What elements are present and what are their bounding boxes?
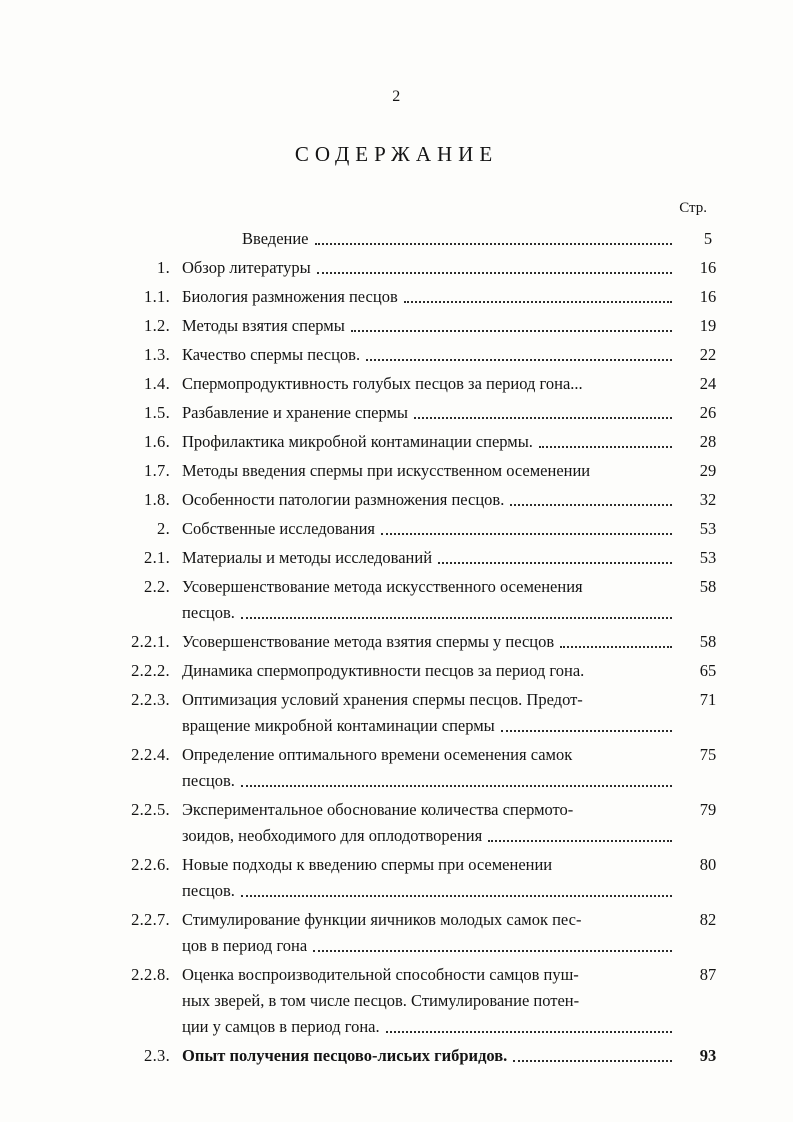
- toc-entry[interactable]: [120, 400, 730, 426]
- toc-entry-label: Особенности патологии размножения песцов.: [182, 490, 505, 509]
- toc-entry-number: 2.2.5.: [131, 800, 170, 819]
- toc-entry-label: Динамика спермопродуктивности песцов за период гона.: [182, 661, 585, 680]
- toc-entry-body: [182, 313, 686, 339]
- toc-leader-dots: [404, 300, 672, 303]
- toc-entry-label: Материалы и методы исследований: [182, 548, 433, 567]
- toc-entry-page: 75: [699, 745, 717, 764]
- toc-leader-dots: [317, 271, 672, 274]
- toc-entry-label: Опыт получения песцово-лисьих гибридов.: [182, 1046, 508, 1065]
- toc-entry-body: [182, 1043, 686, 1069]
- toc-entry[interactable]: [120, 255, 730, 281]
- toc-entry[interactable]: [120, 226, 730, 252]
- toc-entry-number: 1.3.: [144, 345, 170, 364]
- toc-entry-label: Оценка воспроизводительной способности самцов пуш-: [182, 965, 579, 984]
- toc-leader-dots: [578, 760, 672, 761]
- toc-entry-number: 2.2.2.: [131, 661, 170, 680]
- toc-entry-number: 1.1.: [144, 287, 170, 306]
- toc-entry-body: [182, 429, 686, 455]
- toc-entry-label-cont2: ции у самцов в период гона.: [182, 1017, 380, 1036]
- toc-entry-number: 2.2.4.: [131, 745, 170, 764]
- toc-entry-page: 29: [699, 461, 717, 480]
- toc-entry-label: Спермопродуктивность голубых песцов за период гона...: [182, 374, 583, 393]
- toc-entry-page: 53: [699, 519, 717, 538]
- toc-entry-page: 26: [699, 403, 717, 422]
- toc-entry-label-cont: песцов.: [182, 771, 235, 790]
- toc-entry[interactable]: [120, 458, 730, 484]
- toc-entry-body: [182, 687, 686, 739]
- toc-entry[interactable]: [120, 284, 730, 310]
- toc-leader-dots: [501, 729, 672, 732]
- toc-entry-body: [182, 255, 686, 281]
- toc-leader-dots: [560, 645, 672, 648]
- toc-leader-dots: [589, 592, 672, 593]
- toc-leader-dots: [313, 949, 672, 952]
- toc-entry-body: [182, 629, 686, 655]
- toc-entry[interactable]: [120, 629, 730, 655]
- toc-leader-dots: [488, 839, 672, 842]
- toc-entry-number: 1.8.: [144, 490, 170, 509]
- toc-entry-number: 2.3.: [144, 1046, 170, 1065]
- toc-entry-label-cont: вращение микробной контаминации спермы: [182, 716, 495, 735]
- toc-entry-body: [182, 487, 686, 513]
- toc-entry-label: Введение: [242, 229, 309, 248]
- toc-entry-label: Стимулирование функции яичников молодых самок пес-: [182, 910, 582, 929]
- toc-entry-label: Оптимизация условий хранения спермы песцов. Предот-: [182, 690, 583, 709]
- toc-entry-label: Профилактика микробной контаминации спермы.: [182, 432, 533, 451]
- toc-entry-body: [182, 458, 686, 484]
- toc-entry-label: Методы взятия спермы: [182, 316, 345, 335]
- toc-entry-body: [182, 658, 686, 684]
- toc-entry-body: [182, 545, 686, 571]
- toc-entry-page: 58: [699, 577, 717, 596]
- toc-entry-number: 2.2.3.: [131, 690, 170, 709]
- toc-entry-number: 1.4.: [144, 374, 170, 393]
- toc-entry-page: 87: [699, 965, 717, 984]
- toc-leader-dots: [241, 784, 672, 787]
- toc-entry-page: 79: [699, 800, 717, 819]
- toc-entry[interactable]: [120, 487, 730, 513]
- toc-leader-dots: [386, 1030, 672, 1033]
- toc-entry-number: 1.: [157, 258, 170, 277]
- toc-entry-number: 1.7.: [144, 461, 170, 480]
- toc-entry[interactable]: [120, 742, 730, 794]
- toc-entry-body: [182, 742, 686, 794]
- toc-entry-label: Качество спермы песцов.: [182, 345, 361, 364]
- toc-entry-label: Биология размножения песцов: [182, 287, 398, 306]
- toc-entry-body: [182, 852, 686, 904]
- toc-entry-body: [182, 907, 686, 959]
- toc-entry-body: [182, 574, 686, 626]
- toc-entry-label-cont: ных зверей, в том числе песцов. Стимулирование потен-: [182, 991, 580, 1010]
- toc-leader-dots: [590, 676, 672, 677]
- toc-entry-page: 58: [699, 632, 717, 651]
- toc-leader-dots: [510, 503, 672, 506]
- toc-entry-label: Усовершенствование метода искусственного осеменения: [182, 577, 583, 596]
- toc-entry-label: Новые подходы к введению спермы при осеменении: [182, 855, 553, 874]
- toc-leader-dots: [241, 616, 672, 619]
- toc-entry-label: Экспериментальное обоснование количества спермото-: [182, 800, 574, 819]
- toc-entry-number: 2.2.1.: [131, 632, 170, 651]
- toc-leader-dots: [585, 980, 672, 981]
- toc-entry-page: 71: [699, 690, 717, 709]
- toc-entry-page: 16: [699, 287, 717, 306]
- toc-leader-dots: [539, 445, 672, 448]
- toc-leader-dots: [241, 894, 672, 897]
- toc-leader-dots: [587, 925, 672, 926]
- toc-entry-page: 19: [699, 316, 717, 335]
- toc-entry-number: 1.2.: [144, 316, 170, 335]
- toc-entry-page: 53: [699, 548, 717, 567]
- toc-entry-body: [182, 226, 686, 252]
- toc-entry[interactable]: [120, 342, 730, 368]
- page-title: СОДЕРЖАНИЕ: [294, 142, 499, 166]
- toc-entry-number: 1.5.: [144, 403, 170, 422]
- toc-entry[interactable]: [120, 429, 730, 455]
- toc-entry[interactable]: [120, 1043, 730, 1069]
- toc-entry-body: [182, 400, 686, 426]
- toc-entry-label: Усовершенствование метода взятия спермы у песцов: [182, 632, 555, 651]
- toc-leader-dots: [414, 416, 672, 419]
- toc-leader-dots: [381, 532, 672, 535]
- toc-entry-label: Методы введения спермы при искусственном осеменении: [182, 461, 591, 480]
- toc-entry-label: Собственные исследования: [182, 519, 376, 538]
- toc-leader-dots: [585, 1006, 672, 1007]
- toc-entry-body: [182, 962, 686, 1040]
- toc-entry-label-cont: цов в период гона: [182, 936, 308, 955]
- toc-entry-body: [182, 516, 686, 542]
- toc-leader-dots: [589, 705, 672, 706]
- toc-entry-number: 1.6.: [144, 432, 170, 451]
- scan-artifact: [697, 1068, 723, 1084]
- toc-entry[interactable]: [120, 797, 730, 849]
- toc-entry[interactable]: [120, 658, 730, 684]
- toc-entry[interactable]: [120, 313, 730, 339]
- toc-entry[interactable]: [120, 545, 730, 571]
- toc-entry-number: 2.2.7.: [131, 910, 170, 929]
- toc-entry-page: 22: [699, 345, 717, 364]
- toc-leader-dots: [596, 476, 672, 477]
- toc-leader-dots: [315, 242, 672, 245]
- toc-entry[interactable]: [120, 687, 730, 739]
- table-of-contents: [120, 226, 730, 1072]
- toc-entry-number: 2.2.: [144, 577, 170, 596]
- toc-entry-number: 2.2.6.: [131, 855, 170, 874]
- toc-entry-label-cont: зоидов, необходимого для оплодотворения: [182, 826, 483, 845]
- toc-leader-dots: [366, 358, 672, 361]
- toc-entry-page: 93: [699, 1046, 717, 1065]
- toc-entry-label: Обзор литературы: [182, 258, 311, 277]
- toc-entry-number: 2.: [157, 519, 170, 538]
- toc-entry-page: 5: [703, 229, 713, 248]
- toc-entry[interactable]: [120, 962, 730, 1040]
- toc-entry[interactable]: [120, 516, 730, 542]
- toc-entry[interactable]: [120, 371, 730, 397]
- toc-entry-body: [182, 371, 686, 397]
- toc-leader-dots: [351, 329, 672, 332]
- toc-entry-body: [182, 284, 686, 310]
- toc-entry[interactable]: [120, 907, 730, 959]
- page-number: 2: [392, 88, 401, 105]
- toc-leader-dots: [579, 815, 672, 816]
- toc-leader-dots: [513, 1059, 672, 1062]
- toc-leader-dots: [438, 561, 672, 564]
- page-column-header: Стр.: [679, 200, 707, 216]
- toc-entry-label-cont: песцов.: [182, 603, 235, 622]
- toc-entry-page: 32: [699, 490, 717, 509]
- toc-entry-number: 2.2.8.: [131, 965, 170, 984]
- toc-leader-dots: [589, 389, 672, 390]
- toc-entry-page: 16: [699, 258, 717, 277]
- toc-leader-dots: [558, 870, 672, 871]
- toc-entry-label-cont: песцов.: [182, 881, 235, 900]
- toc-entry[interactable]: [120, 852, 730, 904]
- toc-entry-page: 24: [699, 374, 717, 393]
- toc-entry-page: 80: [699, 855, 717, 874]
- toc-entry-label: Разбавление и хранение спермы: [182, 403, 409, 422]
- toc-entry-page: 65: [699, 661, 717, 680]
- toc-entry[interactable]: [120, 574, 730, 626]
- toc-entry-label: Определение оптимального времени осеменения самок: [182, 745, 573, 764]
- toc-entry-number: 2.1.: [144, 548, 170, 567]
- toc-entry-body: [182, 342, 686, 368]
- toc-entry-page: 82: [699, 910, 717, 929]
- toc-entry-body: [182, 797, 686, 849]
- toc-entry-page: 28: [699, 432, 717, 451]
